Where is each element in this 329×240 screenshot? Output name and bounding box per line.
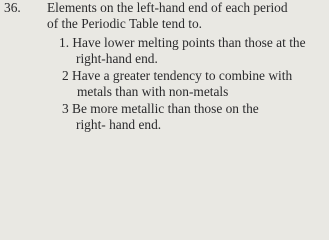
option-line: 3 Be more metallic than those on the: [62, 101, 259, 116]
option-line: right- hand end.: [76, 117, 162, 132]
question-stem-line: Elements on the left-hand end of each period: [47, 0, 288, 15]
option-line: 2 Have a greater tendency to combine with: [62, 68, 293, 83]
question-number: 36.: [4, 0, 21, 15]
question-stem-line: of the Periodic Table tend to.: [47, 16, 202, 32]
question-stem: [47, 0, 288, 33]
option-line: right-hand end.: [76, 51, 158, 66]
option-line: metals than with non-metals: [77, 84, 229, 99]
option-line: 1. Have lower melting points than those at the: [59, 35, 306, 50]
